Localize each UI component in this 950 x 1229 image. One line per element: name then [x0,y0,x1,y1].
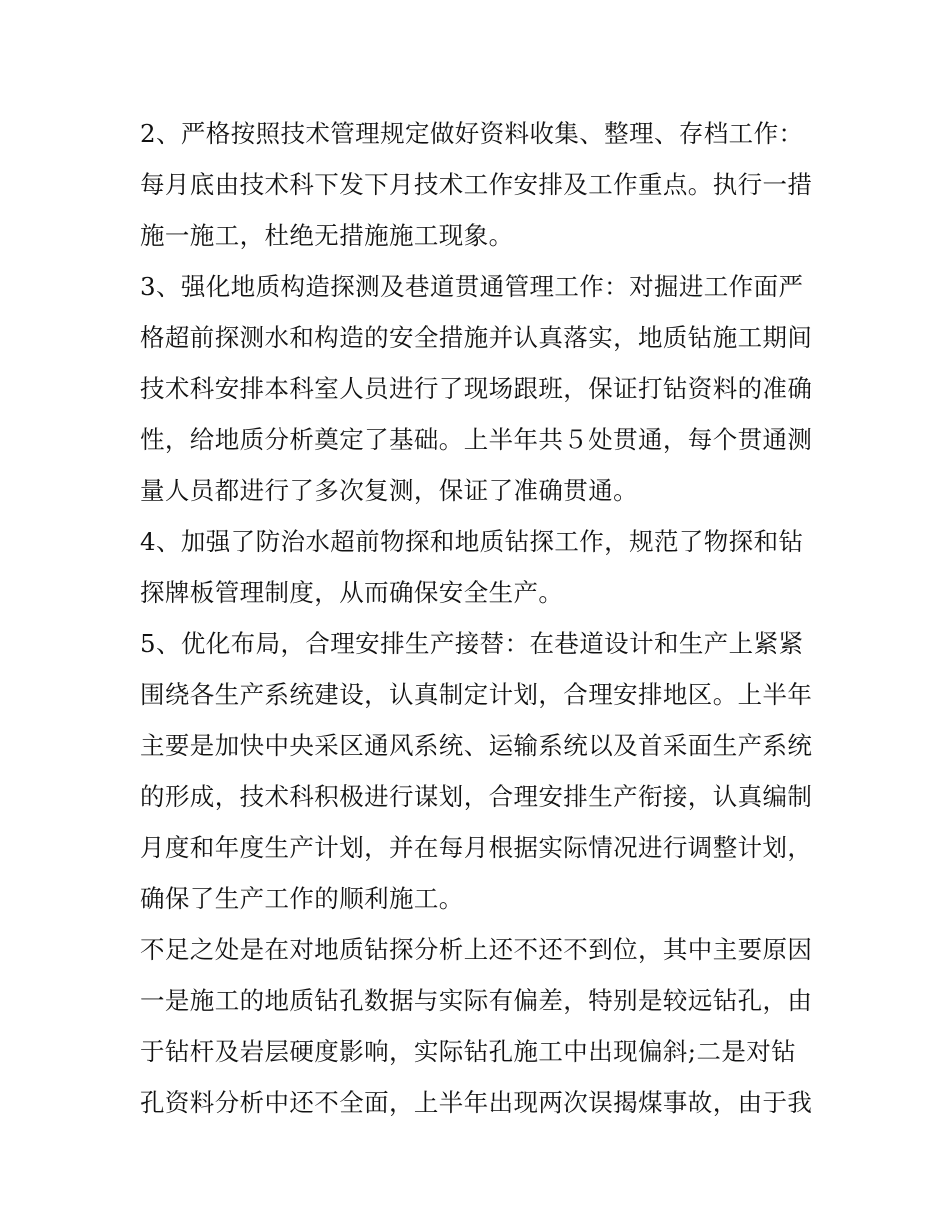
text-line: 每月底由技术科下发下月技术工作安排及工作重点。执行一措 [140,170,813,199]
text-line: 的形成，技术科积极进行谋划，合理安排生产衔接，认真编制 [140,782,813,811]
text-line: 不足之处是在对地质钻探分析上还不还不到位，其中主要原因 [140,935,813,964]
text-line: 3、强化地质构造探测及巷道贯通管理工作：对掘进工作面严 [140,272,804,301]
text-line: 孔资料分析中还不全面，上半年出现两次误揭煤事故，由于我 [140,1088,813,1117]
text-line: 2、严格按照技术管理规定做好资料收集、整理、存档工作： [140,119,804,148]
text-line: 技术科安排本科室人员进行了现场跟班，保证打钻资料的准确 [140,374,813,403]
text-line: 一是施工的地质钻孔数据与实际有偏差，特别是较远钻孔，由 [140,986,813,1015]
text-line: 主要是加快中央采区通风系统、运输系统以及首采面生产系统 [140,731,813,760]
text-line: 于钻杆及岩层硬度影响，实际钻孔施工中出现偏斜;二是对钻 [140,1037,797,1066]
text-line: 量人员都进行了多次复测，保证了准确贯通。 [140,476,638,505]
text-line: 性，给地质分析奠定了基础。上半年共５处贯通，每个贯通测 [140,425,813,454]
document-body [140,108,820,1128]
text-line: 确保了生产工作的顺利施工。 [140,884,464,913]
text-line: 4、加强了防治水超前物探和地质钻探工作，规范了物探和钻 [140,527,804,556]
text-line: 月度和年度生产计划，并在每月根据实际情况进行调整计划， [140,833,813,862]
text-line: 施一施工，杜绝无措施施工现象。 [140,221,514,250]
text-line: 5、优化布局，合理安排生产接替：在巷道设计和生产上紧紧 [140,629,804,658]
text-line: 围绕各生产系统建设，认真制定计划，合理安排地区。上半年 [140,680,813,709]
text-line: 探牌板管理制度，从而确保安全生产。 [140,578,564,607]
text-line: 格超前探测水和构造的安全措施并认真落实，地质钻施工期间 [140,323,813,352]
